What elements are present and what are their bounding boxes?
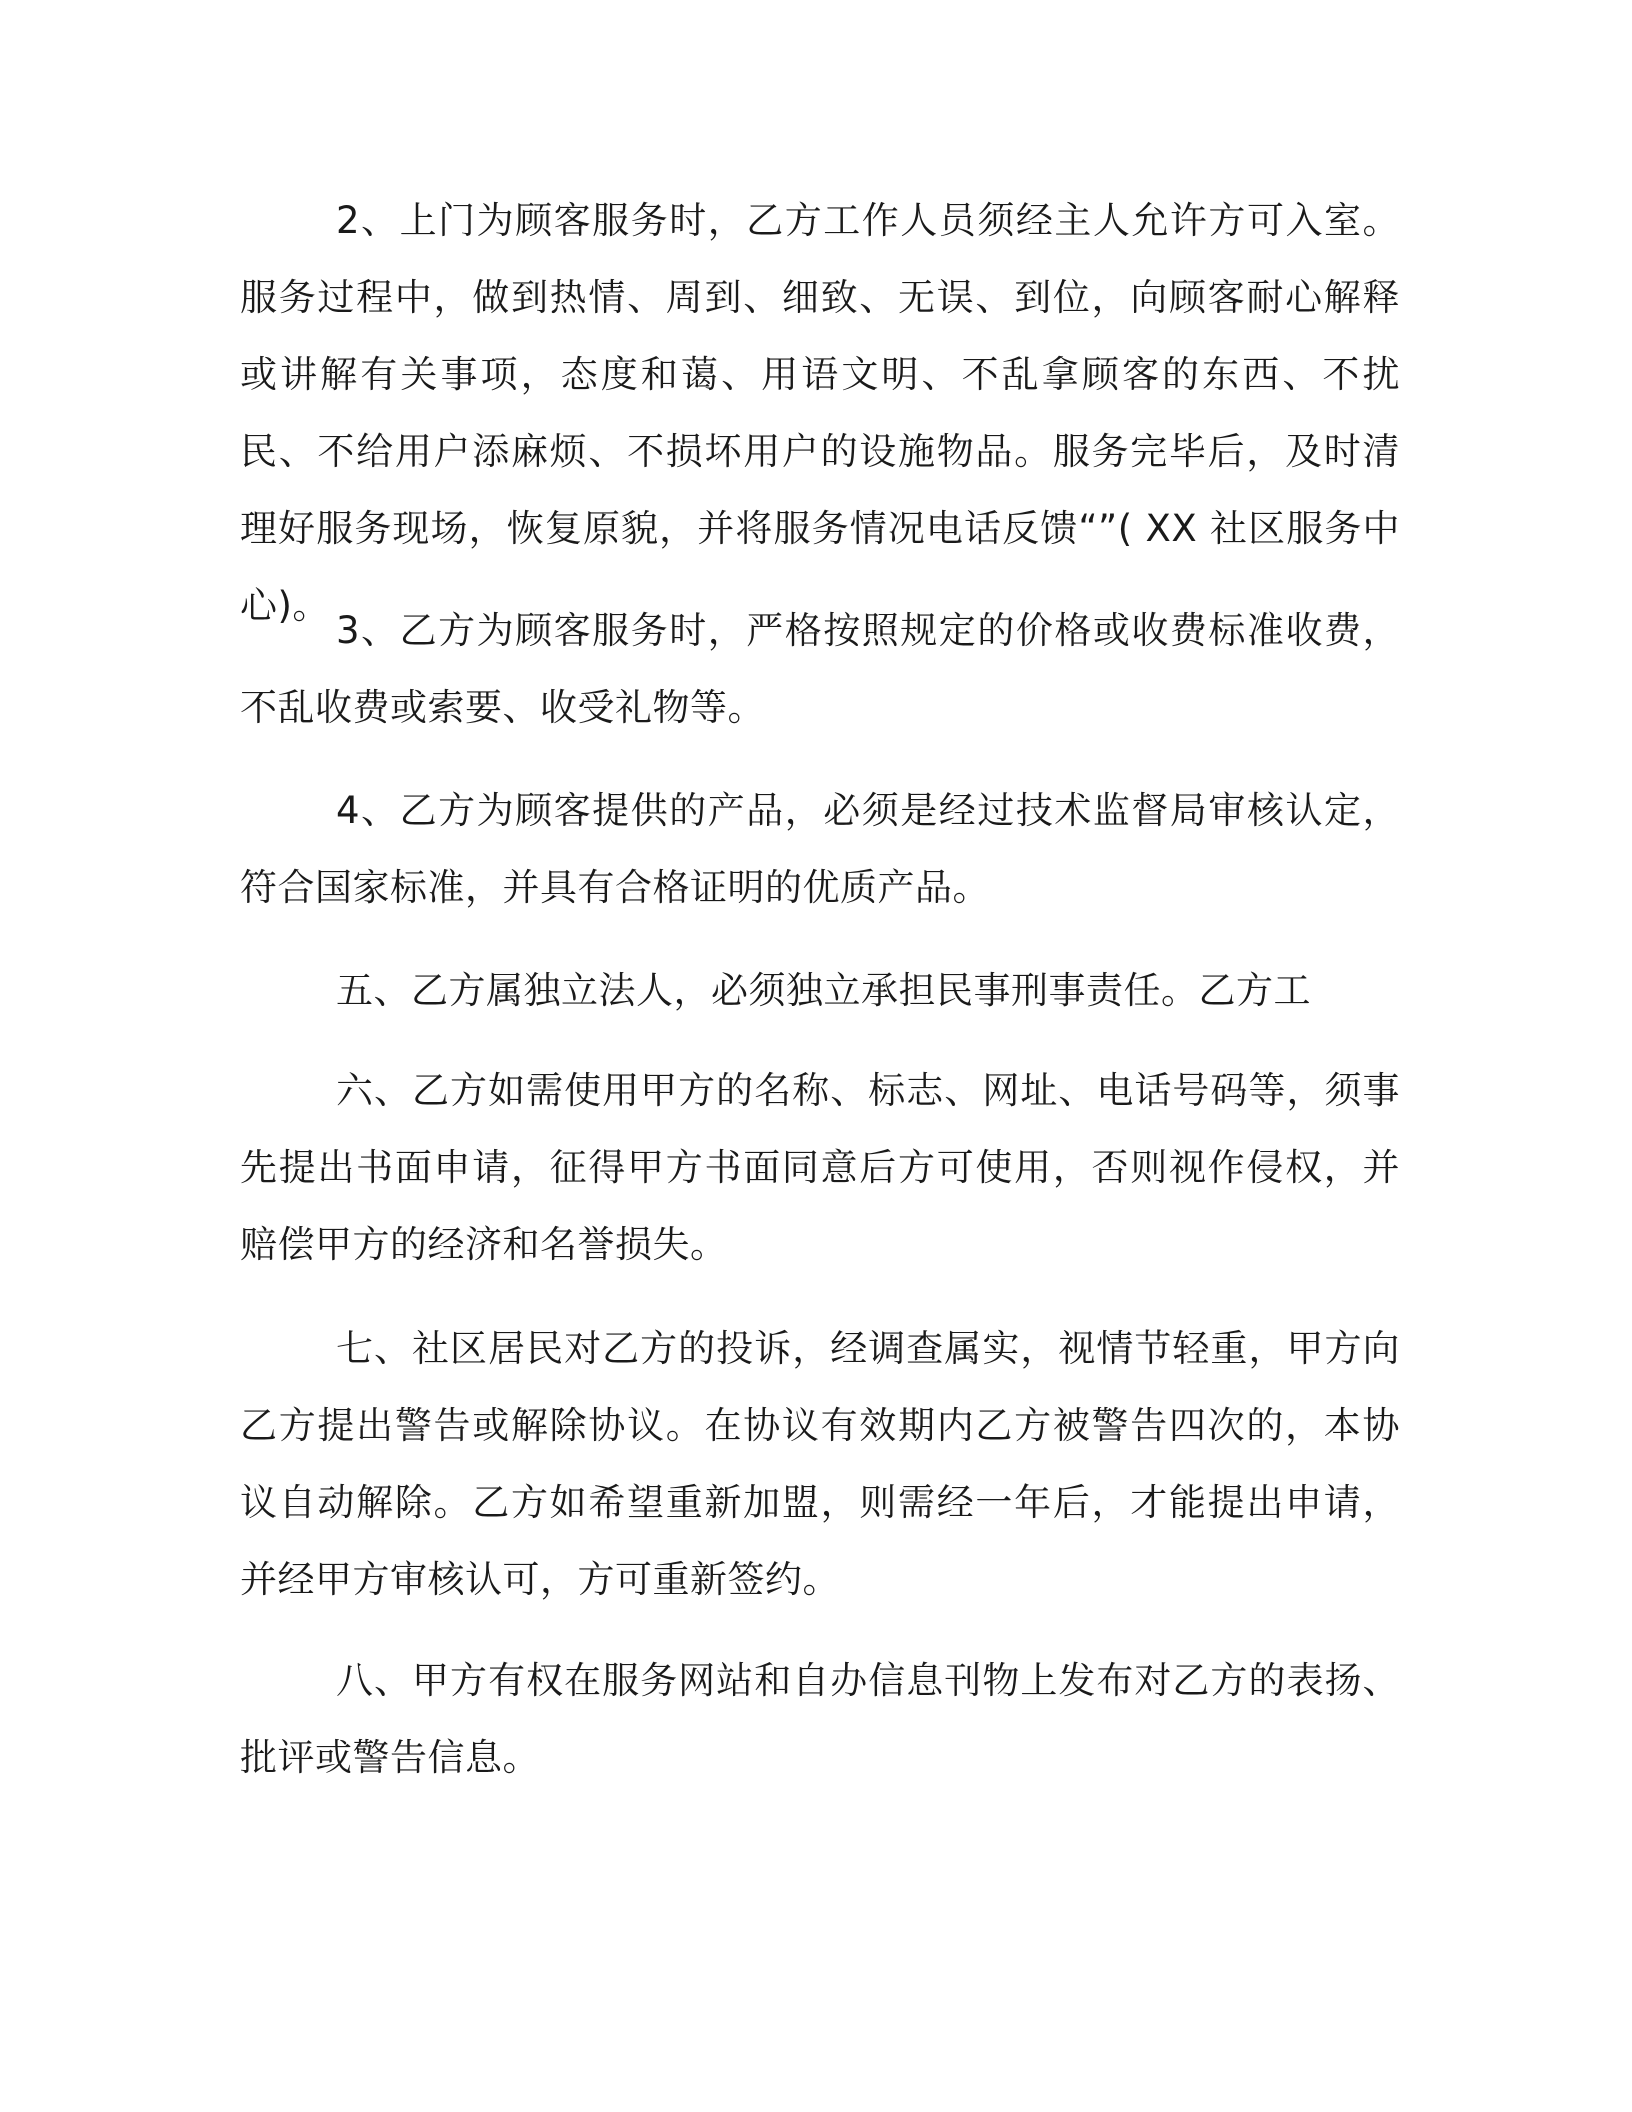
paragraph-legal-liability: 五、乙方属独立法人，必须独立承担民事刑事责任。乙方工 [336, 969, 1311, 1012]
paragraph-pricing: 3、乙方为顾客服务时，严格按照规定的价格或收费标准收费，不乱收费或索要、收受礼物等。 [240, 609, 1400, 729]
paragraph-service-conduct: 2、上门为顾客服务时，乙方工作人员须经主人允许方可入室。服务过程中，做到热情、周到、细致、无误、到位，向顾客耐心解释或讲解有关事项，态度和蔼、用语文明、不乱拿顾客的东西、不扰民、不给用户添麻烦、不损坏用户的设施物品。服务完毕后，及时清理好服务现场，恢复原貌，并将服务情况电话反馈“”( XX 社区服务中心)。 [240, 199, 1400, 627]
paragraph-name-usage: 六、乙方如需使用甲方的名称、标志、网址、电话号码等，须事先提出书面申请，征得甲方书面同意后方可使用，否则视作侵权，并赔偿甲方的经济和名誉损失。 [240, 1069, 1400, 1266]
paragraph-products: 4、乙方为顾客提供的产品，必须是经过技术监督局审核认定，符合国家标准，并具有合格证明的优质产品。 [240, 789, 1400, 909]
paragraph-complaints: 七、社区居民对乙方的投诉，经调查属实，视情节轻重，甲方向乙方提出警告或解除协议。在协议有效期内乙方被警告四次的，本协议自动解除。乙方如希望重新加盟，则需经一年后，才能提出申请，并经甲方审核认可，方可重新签约。 [240, 1327, 1400, 1601]
paragraph-publication: 八、甲方有权在服务网站和自办信息刊物上发布对乙方的表扬、批评或警告信息。 [240, 1659, 1400, 1779]
